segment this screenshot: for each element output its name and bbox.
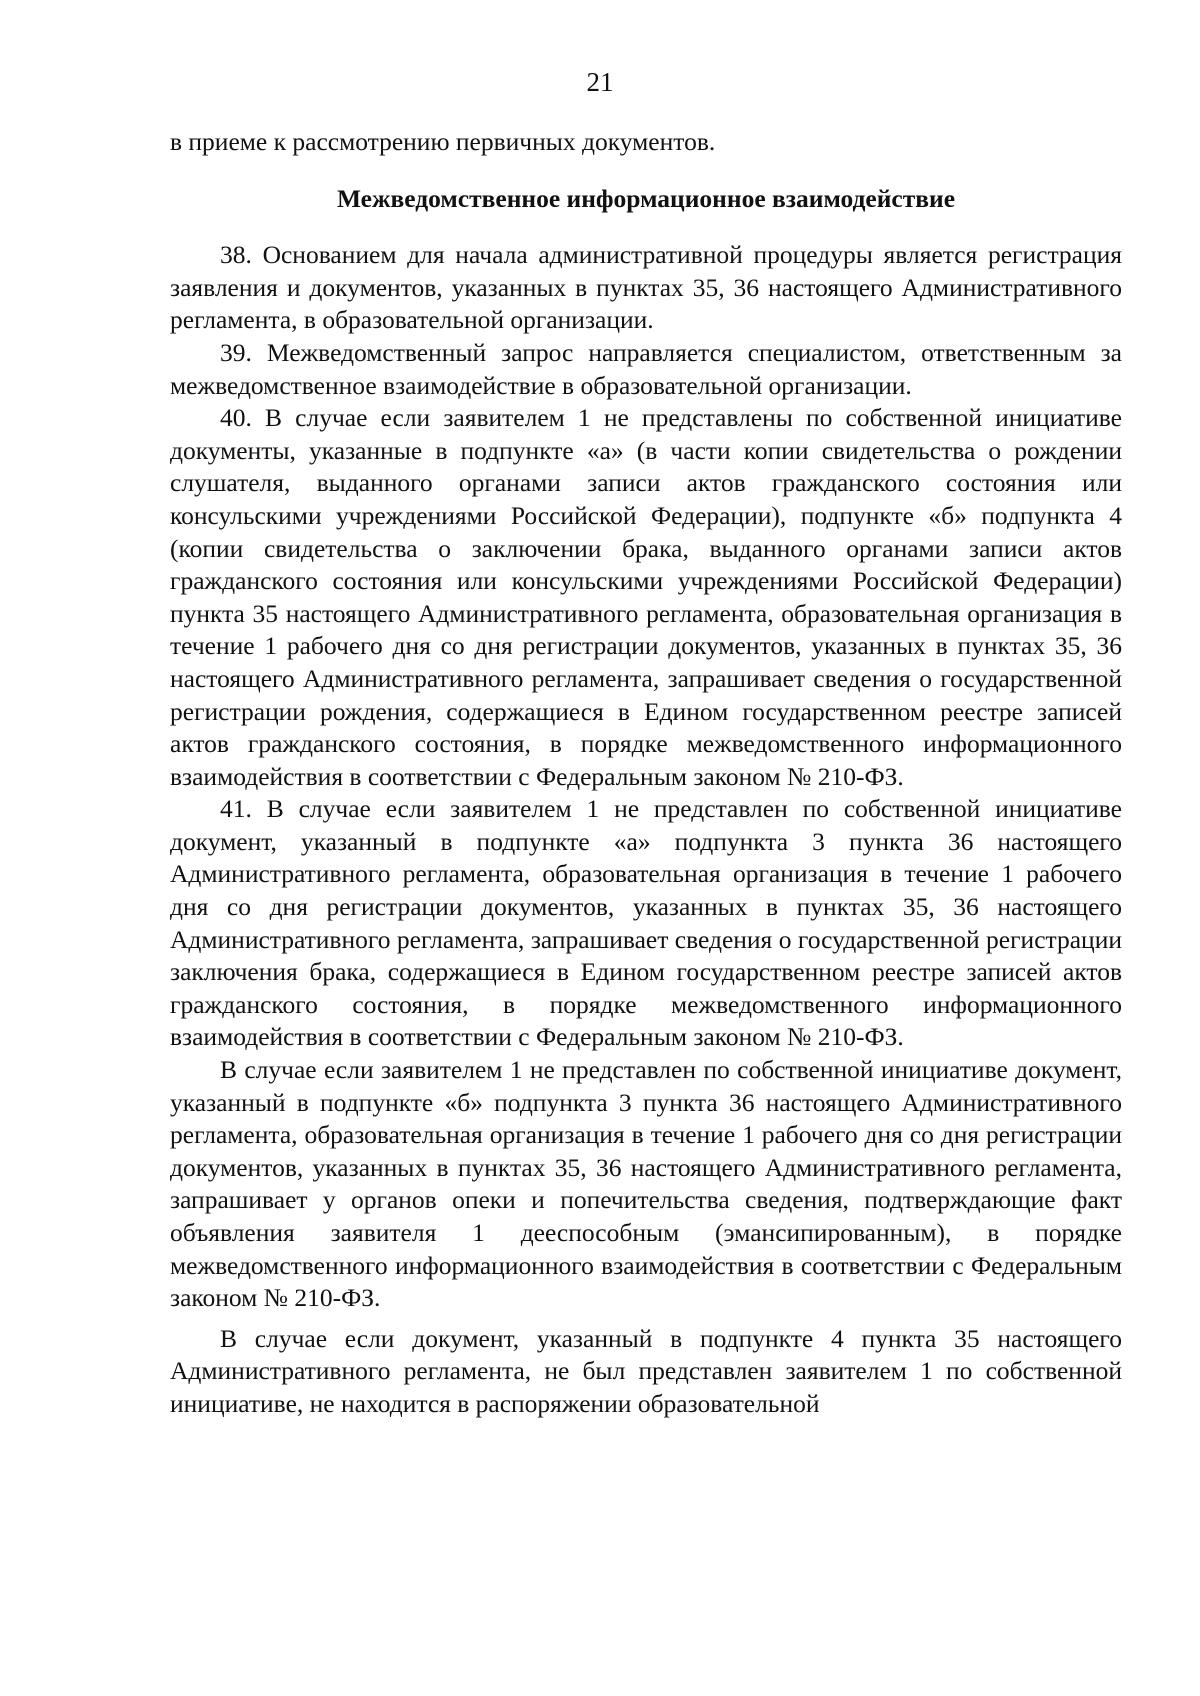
- document-body: [170, 126, 1122, 1421]
- paragraph-40: 40. В случае если заявителем 1 не представлены по собственной инициативе документы, указанные в подпункте «а» (в части копии свидетельства о рождении слушателя, выданного органами записи актов гражданского состояния или консульскими учреждениями Российской Федерации), подпункте «б» подпункта 4 (копии свидетельства о заключении брака, выданного органами записи актов гражданского состояния или консульскими учреждениями Российской Федерации) пункта 35 настоящего Административного регламента, образовательная организация в течение 1 рабочего дня со дня регистрации документов, указанных в пунктах 35, 36 настоящего Административного регламента, запрашивает сведения о государственной регистрации рождения, содержащиеся в Едином государственном реестре записей актов гражданского состояния, в порядке межведомственного информационного взаимодействия в соответствии с Федеральным законом № 210-ФЗ.: [170, 403, 1122, 791]
- page-number: 21: [586, 67, 614, 97]
- lead-fragment: в приеме к рассмотрению первичных документов.: [170, 127, 716, 156]
- paragraph-39: 39. Межведомственный запрос направляется специалистом, ответственным за межведомственное взаимодействие в образовательной организации.: [170, 337, 1122, 400]
- paragraph-41: 41. В случае если заявителем 1 не представлен по собственной инициативе документ, указанный в подпункте «а» подпункта 3 пункта 36 настоящего Административного регламента, образовательная организация в течение 1 рабочего дня со дня регистрации документов, указанных в пунктах 35, 36 настоящего Административного регламента, запрашивает сведения о государственной регистрации заключения брака, содержащиеся в Едином государственном реестре записей актов гражданского состояния, в порядке межведомственного информационного взаимодействия в соответствии с Федеральным законом № 210-ФЗ.: [170, 794, 1122, 1052]
- paragraph-38: 38. Основанием для начала административной процедуры является регистрация заявления и документов, указанных в пунктах 35, 36 настоящего Административного регламента, в образовательной организации.: [170, 240, 1122, 335]
- paragraph-41-part-2: В случае если заявителем 1 не представлен по собственной инициативе документ, указанный в подпункте «б» подпункта 3 пункта 36 настоящего Административного регламента, образовательная организация в течение 1 рабочего дня со дня регистрации документов, указанных в пунктах 35, 36 настоящего Административного регламента, запрашивает у органов опеки и попечительства сведения, подтверждающие факт объявления заявителя 1 дееспособным (эмансипированным), в порядке межведомственного информационного взаимодействия в соответствии с Федеральным законом № 210-ФЗ.: [170, 1055, 1122, 1313]
- paragraph-41-part-3: В случае если документ, указанный в подпункте 4 пункта 35 настоящего Административного регламента, не был представлен заявителем 1 по собственной инициативе, не находится в распоряжении образовательной: [170, 1323, 1122, 1418]
- section-heading: Межведомственное информационное взаимодействие: [336, 183, 956, 213]
